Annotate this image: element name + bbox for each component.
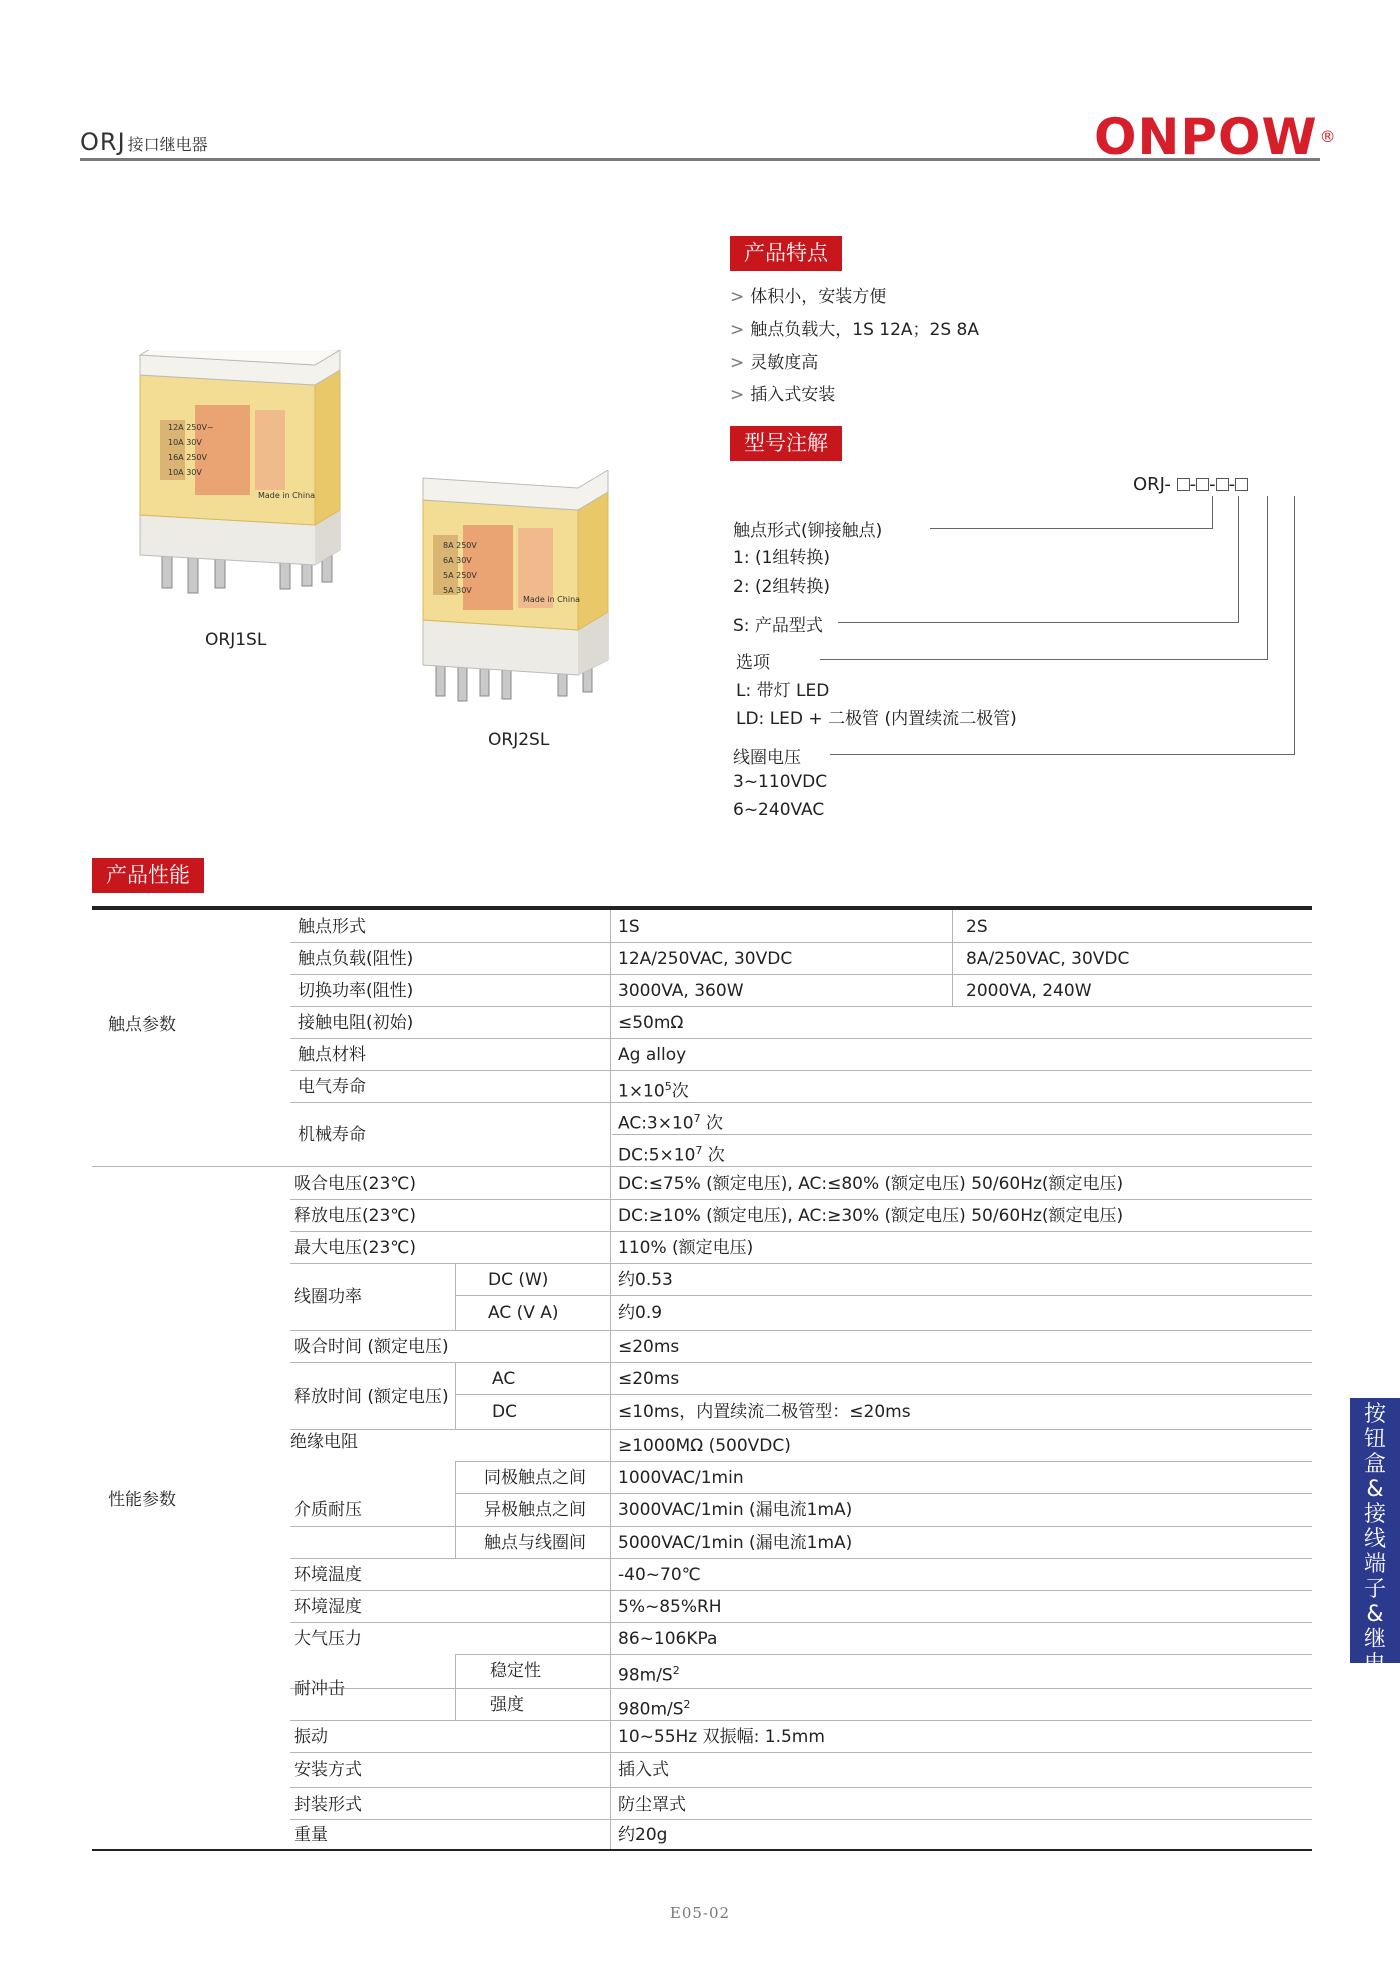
value-load-2s: 8A/250VAC, 30VDC xyxy=(966,949,1130,969)
row-dielectric: 介质耐压 xyxy=(294,1500,362,1520)
row-switch-power: 切换功率(阻性) xyxy=(298,981,414,1001)
value-pressure: 86~106KPa xyxy=(618,1629,718,1649)
shock-stability-label: 稳定性 xyxy=(490,1661,541,1681)
row-mechanical-life: 机械寿命 xyxy=(298,1125,366,1145)
value-power-2s: 2000VA, 240W xyxy=(966,981,1092,1001)
row-coil-power: 线圈功率 xyxy=(294,1287,362,1307)
legend-coil-opt1: 3~110VDC xyxy=(733,772,828,792)
features-label: 产品特点 xyxy=(730,236,842,271)
model-code: ORJ- - - - xyxy=(1133,474,1248,495)
legend-contact-opt1: 1: (1组转换) xyxy=(733,548,831,568)
model-label: 型号注解 xyxy=(730,426,842,461)
row-insulation: 绝缘电阻 xyxy=(290,1432,358,1452)
row-release-voltage: 释放电压(23℃) xyxy=(294,1206,416,1226)
value-enclosure: 防尘罩式 xyxy=(618,1795,686,1815)
legend-coil-title: 线圈电压 xyxy=(733,748,801,768)
table-bottom-rule xyxy=(92,1849,1312,1851)
value-contact-material: Ag alloy xyxy=(618,1045,687,1065)
shock-stability-value: $98m/S^2$ xyxy=(618,1664,680,1686)
category-side-tab[interactable]: 按 钮 盒 & 接 线 端 子 & 继 电 器 xyxy=(1350,1398,1400,1663)
value-mounting: 插入式 xyxy=(618,1760,669,1780)
relay-orj2sl-image xyxy=(418,470,628,710)
row-mounting: 安装方式 xyxy=(294,1760,362,1780)
shock-strength-value: $980m/S^2$ xyxy=(618,1698,691,1720)
value-electrical-life: $1\times 10^5$次 xyxy=(618,1080,689,1102)
legend-options-opt1: L: 带灯 LED xyxy=(736,681,830,701)
value-pickup-voltage: DC:≤75% (额定电压), AC:≤80% (额定电压) 50/60Hz(额定电压) xyxy=(618,1174,1124,1194)
value-weight: 约20g xyxy=(618,1825,668,1845)
relay2-rating-4: 5A 30V xyxy=(443,586,472,595)
legend-options-opt2: LD: LED + 二极管 (内置续流二极管) xyxy=(736,709,1017,729)
feature-item: > 插入式安装 xyxy=(730,385,836,405)
coil-power-dc-label: DC (W) xyxy=(488,1270,549,1290)
dielectric-diff-pole-value: 3000VAC/1min (漏电流1mA) xyxy=(618,1500,853,1520)
value-ambient-temp: -40~70℃ xyxy=(618,1565,701,1585)
leader-line xyxy=(1267,496,1268,659)
row-pressure: 大气压力 xyxy=(294,1629,362,1649)
relay2-rating-2: 6A 30V xyxy=(443,556,472,565)
value-pickup-time: ≤20ms xyxy=(618,1337,680,1357)
coil-power-dc-value: 约0.53 xyxy=(618,1270,673,1290)
legend-product-type: S: 产品型式 xyxy=(733,616,823,636)
row-vibration: 振动 xyxy=(294,1727,328,1747)
value-2s: 2S xyxy=(966,917,988,937)
coil-power-ac-label: AC (V A) xyxy=(488,1303,559,1323)
caption-orj2sl: ORJ2SL xyxy=(488,730,550,750)
dielectric-diff-pole-label: 异极触点之间 xyxy=(484,1500,586,1520)
leader-line xyxy=(820,659,1268,660)
group-contact-params: 触点参数 xyxy=(108,1015,176,1035)
series-title: 接口继电器 xyxy=(127,135,208,154)
value-max-voltage: 110% (额定电压) xyxy=(618,1238,754,1258)
caption-orj1sl: ORJ1SL xyxy=(205,630,267,650)
release-time-dc-value: ≤10ms，内置续流二极管型：≤20ms xyxy=(618,1402,911,1422)
row-weight: 重量 xyxy=(294,1825,328,1845)
row-shock: 耐冲击 xyxy=(294,1679,345,1699)
relay1-rating-4: 10A 30V xyxy=(168,468,202,477)
value-load-1s: 12A/250VAC, 30VDC xyxy=(618,949,793,969)
dielectric-contact-coil-value: 5000VAC/1min (漏电流1mA) xyxy=(618,1533,853,1553)
leader-line xyxy=(838,622,1239,623)
legend-contact-opt2: 2: (2组转换) xyxy=(733,577,831,597)
relay1-rating-2: 10A 30V xyxy=(168,438,202,447)
relay2-rating-3: 5A 250V xyxy=(443,571,477,580)
row-contact-load: 触点负载(阻性) xyxy=(298,949,414,969)
code-box-type xyxy=(1196,478,1209,491)
coil-power-ac-value: 约0.9 xyxy=(618,1303,663,1323)
value-release-voltage: DC:≥10% (额定电压), AC:≥30% (额定电压) 50/60Hz(额定电压) xyxy=(618,1206,1124,1226)
shock-strength-label: 强度 xyxy=(490,1695,524,1715)
feature-item: > 灵敏度高 xyxy=(730,353,819,373)
onpow-logo: ONPOW ® xyxy=(1094,108,1337,166)
dielectric-contact-coil-label: 触点与线圈间 xyxy=(484,1533,586,1553)
value-humidity: 5%~85%RH xyxy=(618,1597,722,1617)
relay-orj1sl-image xyxy=(130,350,350,600)
relay1-made-in: Made in China xyxy=(258,491,316,500)
relay1-rating-1: 12A 250V~ xyxy=(168,423,214,432)
value-mech-life-ac: $AC:3\times 10^7$ 次 xyxy=(618,1112,724,1134)
row-pickup-voltage: 吸合电压(23℃) xyxy=(294,1174,416,1194)
row-contact-material: 触点材料 xyxy=(298,1045,366,1065)
leader-line xyxy=(1294,496,1295,754)
relay1-rating-3: 16A 250V xyxy=(168,453,207,462)
leader-line xyxy=(930,528,1213,529)
row-humidity: 环境湿度 xyxy=(294,1597,362,1617)
value-insulation: ≥1000MΩ (500VDC) xyxy=(618,1436,791,1456)
row-ambient-temp: 环境温度 xyxy=(294,1565,362,1585)
code-box-contact xyxy=(1177,478,1190,491)
legend-options-title: 选项 xyxy=(736,653,770,673)
value-power-1s: 3000VA, 360W xyxy=(618,981,744,1001)
value-1s: 1S xyxy=(618,917,640,937)
series-name: ORJ xyxy=(80,128,126,156)
relay2-rating-1: 8A 250V xyxy=(443,541,477,550)
table-top-rule xyxy=(92,906,1312,910)
leader-line xyxy=(1238,496,1239,622)
model-prefix: ORJ- xyxy=(1133,474,1171,495)
feature-item: > 体积小，安装方便 xyxy=(730,287,887,307)
group-performance-params: 性能参数 xyxy=(108,1490,176,1510)
row-contact-form: 触点形式 xyxy=(298,917,366,937)
row-max-voltage: 最大电压(23℃) xyxy=(294,1238,416,1258)
page-header-title xyxy=(80,128,208,156)
row-pickup-time: 吸合时间 (额定电压) xyxy=(294,1337,449,1357)
row-enclosure: 封装形式 xyxy=(294,1795,362,1815)
row-release-time: 释放时间 (额定电压) xyxy=(294,1387,449,1407)
dielectric-same-pole-label: 同极触点之间 xyxy=(484,1468,586,1488)
legend-contact-title: 触点形式(铆接触点) xyxy=(733,521,883,541)
relay2-made-in: Made in China xyxy=(523,595,581,604)
performance-label: 产品性能 xyxy=(92,858,204,893)
release-time-ac-value: ≤20ms xyxy=(618,1369,680,1389)
row-contact-resistance: 接触电阻(初始) xyxy=(298,1013,414,1033)
leader-line xyxy=(830,754,1295,755)
value-mech-life-dc: $DC:5\times 10^7$ 次 xyxy=(618,1144,725,1166)
leader-line xyxy=(1212,496,1213,528)
release-time-ac-label: AC xyxy=(492,1369,516,1389)
legend-coil-opt2: 6~240VAC xyxy=(733,800,825,820)
value-contact-resistance: ≤50mΩ xyxy=(618,1013,684,1033)
code-box-coil xyxy=(1235,478,1248,491)
dielectric-same-pole-value: 1000VAC/1min xyxy=(618,1468,744,1488)
code-box-option xyxy=(1216,478,1229,491)
value-vibration: 10~55Hz 双振幅: 1.5mm xyxy=(618,1727,825,1747)
feature-item: > 触点负载大，1S 12A；2S 8A xyxy=(730,320,979,340)
release-time-dc-label: DC xyxy=(492,1402,517,1422)
page-number: E05-02 xyxy=(669,1904,731,1922)
row-electrical-life: 电气寿命 xyxy=(298,1077,366,1097)
